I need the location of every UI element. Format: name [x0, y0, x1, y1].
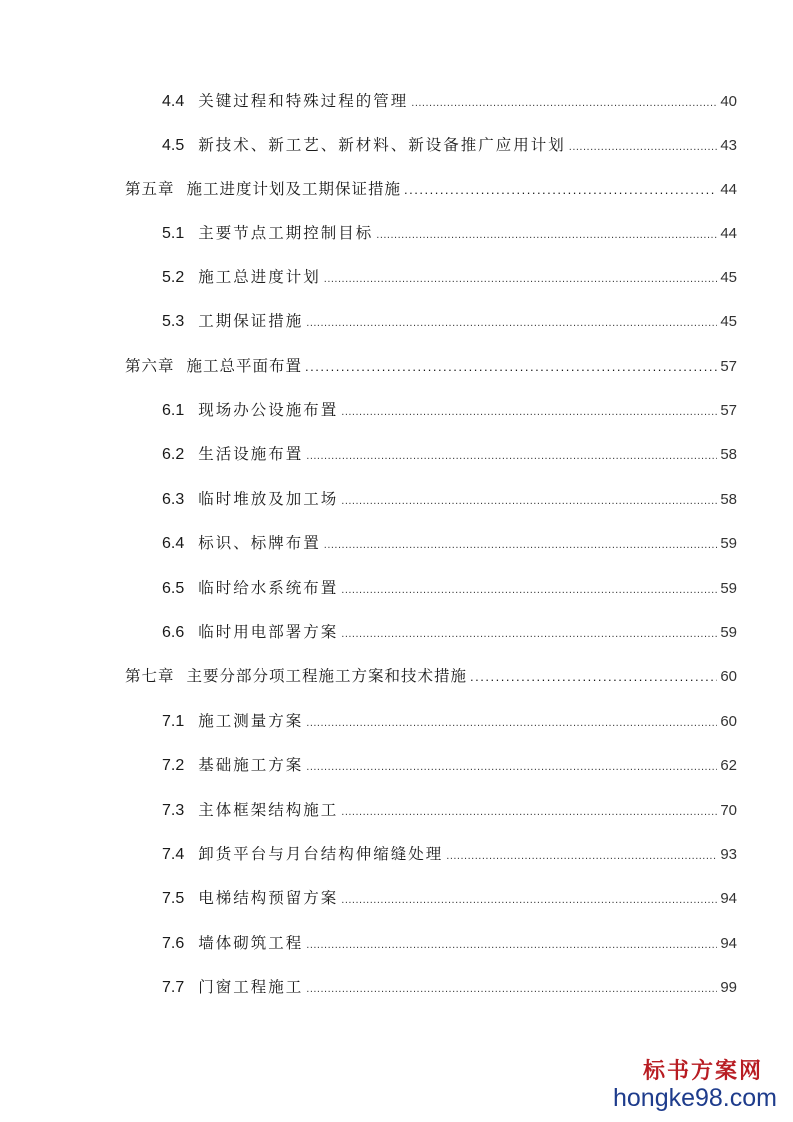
section-number: 6.4	[162, 535, 185, 552]
page-number: 94	[720, 890, 737, 907]
dot-leader	[341, 885, 717, 913]
section-number: 7.2	[162, 757, 185, 774]
dot-leader	[324, 530, 718, 558]
toc-entry-5-2[interactable]	[162, 262, 737, 292]
page-number: 43	[720, 137, 737, 154]
section-number: 7.6	[162, 935, 185, 952]
section-title: 生活设施布置	[198, 445, 304, 463]
chapter-label: 第七章	[125, 667, 175, 685]
section-number: 6.6	[162, 624, 185, 641]
dot-leader	[569, 132, 718, 160]
section-number: 4.5	[162, 137, 185, 154]
dot-leader	[376, 220, 717, 248]
section-title: 标识、标牌布置	[198, 534, 321, 552]
section-title: 卸货平台与月台结构伸缩缝处理	[198, 845, 444, 863]
page-number: 45	[720, 313, 737, 330]
dot-leader	[324, 264, 718, 292]
chapter-label: 第六章	[125, 357, 175, 375]
toc-entry-4-4[interactable]	[162, 86, 737, 116]
toc-entry-6-3[interactable]	[162, 484, 737, 514]
watermark-site-name: 标书方案网	[642, 1058, 763, 1084]
toc-entry-7-7[interactable]	[162, 972, 737, 1002]
section-title: 临时用电部署方案	[198, 623, 339, 641]
toc-chapter-6[interactable]	[125, 351, 737, 381]
section-number: 5.1	[162, 225, 185, 242]
section-title: 工期保证措施	[198, 312, 304, 330]
section-number: 5.2	[162, 269, 185, 286]
dot-leader	[306, 708, 717, 736]
toc-entry-5-3[interactable]	[162, 306, 737, 336]
section-number: 7.4	[162, 846, 185, 863]
chapter-title: 施工进度计划及工期保证措施	[186, 180, 402, 198]
section-number: 7.7	[162, 979, 185, 996]
dot-leader	[341, 619, 717, 647]
page-number: 44	[720, 225, 737, 242]
section-title: 现场办公设施布置	[198, 401, 339, 419]
section-number: 7.3	[162, 802, 185, 819]
dot-leader	[411, 88, 717, 116]
watermark-url: hongke98.com	[612, 1084, 777, 1112]
section-number: 4.4	[162, 93, 185, 110]
page-number: 99	[720, 979, 737, 996]
page-number: 58	[720, 446, 737, 463]
toc-entry-7-5[interactable]	[162, 883, 737, 913]
section-number: 6.2	[162, 446, 185, 463]
toc-entry-7-3[interactable]	[162, 795, 737, 825]
section-title: 主要节点工期控制目标	[198, 224, 374, 242]
section-title: 基础施工方案	[198, 756, 304, 774]
section-title: 主体框架结构施工	[198, 801, 339, 819]
toc-chapter-7[interactable]	[125, 661, 737, 691]
page-number: 58	[720, 491, 737, 508]
section-number: 7.5	[162, 890, 185, 907]
toc-entry-5-1[interactable]	[162, 218, 737, 248]
section-number: 7.1	[162, 713, 185, 730]
toc-entry-6-5[interactable]	[162, 573, 737, 603]
toc-entry-6-1[interactable]	[162, 395, 737, 425]
toc-entry-7-1[interactable]	[162, 706, 737, 736]
dot-leader	[305, 352, 717, 381]
page-number: 59	[720, 624, 737, 641]
dot-leader	[446, 841, 717, 869]
page-number: 60	[720, 713, 737, 730]
section-number: 6.1	[162, 402, 185, 419]
dot-leader	[341, 397, 717, 425]
section-title: 关键过程和特殊过程的管理	[198, 92, 409, 110]
dot-leader	[341, 486, 717, 514]
toc-entry-7-6[interactable]	[162, 928, 737, 958]
dot-leader	[341, 797, 717, 825]
section-title: 临时给水系统布置	[198, 579, 339, 597]
page-number: 57	[720, 402, 737, 419]
dot-leader	[306, 308, 717, 336]
dot-leader	[306, 752, 717, 780]
dot-leader	[470, 662, 717, 691]
page-number: 59	[720, 535, 737, 552]
chapter-title: 主要分部分项工程施工方案和技术措施	[186, 667, 468, 685]
page-number: 45	[720, 269, 737, 286]
section-number: 5.3	[162, 313, 185, 330]
dot-leader	[306, 930, 717, 958]
page-number: 57	[720, 358, 737, 375]
page-number: 70	[720, 802, 737, 819]
chapter-title: 施工总平面布置	[186, 357, 303, 375]
toc-chapter-5[interactable]	[125, 174, 737, 204]
section-title: 电梯结构预留方案	[198, 889, 339, 907]
section-number: 6.3	[162, 491, 185, 508]
section-title: 施工总进度计划	[198, 268, 321, 286]
toc-entry-4-5[interactable]	[162, 130, 737, 160]
dot-leader	[404, 175, 717, 204]
page-number: 44	[720, 181, 737, 198]
dot-leader	[306, 974, 717, 1002]
section-title: 施工测量方案	[198, 712, 304, 730]
dot-leader	[341, 575, 717, 603]
toc-entry-6-6[interactable]	[162, 617, 737, 647]
toc-entry-6-2[interactable]	[162, 439, 737, 469]
section-title: 新技术、新工艺、新材料、新设备推广应用计划	[198, 136, 566, 154]
page-number: 40	[720, 93, 737, 110]
page-number: 62	[720, 757, 737, 774]
toc-entry-7-2[interactable]	[162, 750, 737, 780]
section-title: 门窗工程施工	[198, 978, 304, 996]
site-watermark	[613, 1058, 777, 1112]
section-title: 临时堆放及加工场	[198, 490, 339, 508]
toc-entry-7-4[interactable]	[162, 839, 737, 869]
page-number: 93	[720, 846, 737, 863]
section-title: 墙体砌筑工程	[198, 934, 304, 952]
toc-entry-6-4[interactable]	[162, 528, 737, 558]
chapter-label: 第五章	[125, 180, 175, 198]
page-number: 94	[720, 935, 737, 952]
section-number: 6.5	[162, 580, 185, 597]
dot-leader	[306, 441, 717, 469]
page-number: 60	[720, 668, 737, 685]
page-number: 59	[720, 580, 737, 597]
